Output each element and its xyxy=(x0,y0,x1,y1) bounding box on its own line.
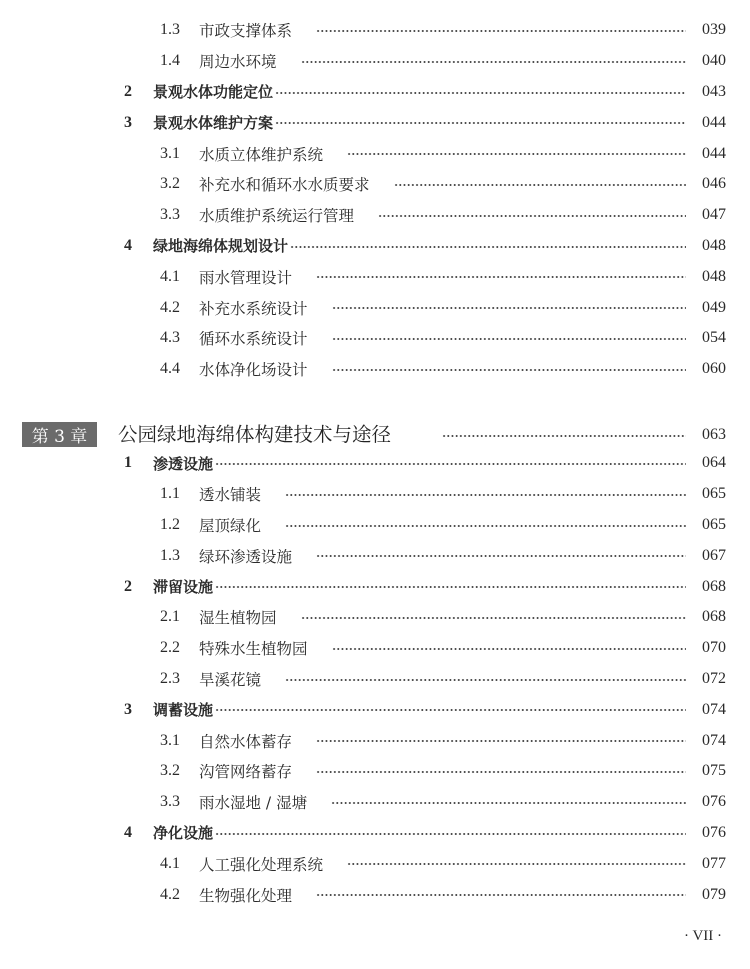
entry-number: 3.3 xyxy=(160,793,180,811)
entry-title: 循环水系统设计 xyxy=(199,330,308,349)
entry-number: 1.3 xyxy=(160,21,180,39)
entry-title: 净化设施 xyxy=(153,824,214,843)
entry-number: 1.4 xyxy=(160,52,180,70)
toc-list-continued xyxy=(0,15,750,385)
entry-page: 068 xyxy=(702,608,726,626)
entry-number: 3.2 xyxy=(160,762,180,780)
toc-entry[interactable] xyxy=(0,261,750,292)
chapter-title: 公园绿地海绵体构建技术与途径 xyxy=(118,423,392,446)
entry-number: 3.1 xyxy=(160,731,180,749)
entry-page: 065 xyxy=(702,485,726,503)
entry-number: 2 xyxy=(124,82,132,100)
entry-page: 076 xyxy=(702,823,726,841)
toc-entry[interactable] xyxy=(0,77,750,108)
toc-entry[interactable] xyxy=(0,46,750,77)
entry-page: 048 xyxy=(702,267,726,285)
entry-number: 1.3 xyxy=(160,546,180,564)
toc-entry[interactable] xyxy=(0,354,750,385)
toc-entry[interactable] xyxy=(0,479,750,510)
entry-title: 特殊水生植物园 xyxy=(199,640,308,659)
page-folio: · VII · xyxy=(684,928,723,944)
entry-number: 1.1 xyxy=(160,485,180,503)
entry-page: 067 xyxy=(702,546,726,564)
dot-leader xyxy=(215,832,686,836)
toc-entry[interactable] xyxy=(0,848,750,879)
entry-number: 4 xyxy=(124,236,132,254)
dot-leader xyxy=(275,121,686,125)
entry-title: 旱溪花镜 xyxy=(199,670,262,689)
entry-title: 自然水体蓄存 xyxy=(199,732,293,751)
entry-page: 072 xyxy=(702,669,726,687)
entry-number: 3 xyxy=(124,700,132,718)
toc-entry[interactable] xyxy=(0,448,750,479)
toc-entry[interactable] xyxy=(0,200,750,231)
dot-leader xyxy=(301,616,686,620)
toc-entry[interactable] xyxy=(0,694,750,725)
entry-title: 雨水湿地 / 湿塘 xyxy=(199,794,308,813)
toc-entry[interactable] xyxy=(0,323,750,354)
dot-leader xyxy=(394,183,686,187)
entry-title: 人工强化处理系统 xyxy=(199,855,324,874)
toc-entry[interactable] xyxy=(0,540,750,571)
entry-page: 074 xyxy=(702,731,726,749)
entry-title: 水质立体维护系统 xyxy=(199,145,324,164)
toc-entry[interactable] xyxy=(0,107,750,138)
entry-number: 4.2 xyxy=(160,885,180,903)
entry-page: 039 xyxy=(702,21,726,39)
toc-entry[interactable] xyxy=(0,231,750,262)
entry-title: 生物强化处理 xyxy=(199,886,293,905)
entry-page: 046 xyxy=(702,175,726,193)
entry-title: 滞留设施 xyxy=(153,578,214,597)
entry-page: 047 xyxy=(702,206,726,224)
entry-title: 雨水管理设计 xyxy=(199,268,293,287)
entry-page: 074 xyxy=(702,700,726,718)
toc-entry[interactable] xyxy=(0,633,750,664)
dot-leader xyxy=(316,554,686,558)
entry-number: 3.2 xyxy=(160,175,180,193)
dot-leader xyxy=(347,152,686,156)
dot-leader xyxy=(316,275,686,279)
dot-leader xyxy=(316,893,686,897)
entry-number: 4 xyxy=(124,823,132,841)
dot-leader xyxy=(378,214,686,218)
toc-entry[interactable] xyxy=(0,138,750,169)
dot-leader xyxy=(215,708,686,712)
entry-title: 透水铺装 xyxy=(199,486,262,505)
toc-entry[interactable] xyxy=(0,756,750,787)
toc-entry[interactable] xyxy=(0,725,750,756)
dot-leader xyxy=(301,60,686,64)
entry-page: 077 xyxy=(702,854,726,872)
toc-entry[interactable] xyxy=(0,292,750,323)
entry-number: 3.1 xyxy=(160,144,180,162)
dot-leader xyxy=(275,91,686,95)
entry-number: 4.3 xyxy=(160,329,180,347)
entry-page: 068 xyxy=(702,577,726,595)
entry-title: 渗透设施 xyxy=(153,454,214,473)
entry-title: 市政支撑体系 xyxy=(199,22,293,41)
dot-leader xyxy=(332,368,686,372)
entry-number: 4.4 xyxy=(160,360,180,378)
entry-page: 076 xyxy=(702,793,726,811)
entry-title: 水质维护系统运行管理 xyxy=(199,207,355,226)
entry-title: 沟管网络蓄存 xyxy=(199,763,293,782)
entry-title: 景观水体维护方案 xyxy=(153,114,274,133)
dot-leader xyxy=(316,29,686,33)
entry-title: 绿环渗透设施 xyxy=(199,547,293,566)
entry-number: 2.1 xyxy=(160,608,180,626)
entry-page: 049 xyxy=(702,298,726,316)
toc-entry[interactable] xyxy=(0,664,750,695)
dot-leader xyxy=(442,434,686,438)
dot-leader xyxy=(347,862,686,866)
entry-page: 079 xyxy=(702,885,726,903)
entry-title: 水体净化场设计 xyxy=(199,361,308,380)
dot-leader xyxy=(332,306,686,310)
dot-leader xyxy=(215,585,686,589)
entry-title: 绿地海绵体规划设计 xyxy=(153,237,289,256)
entry-page: 043 xyxy=(702,82,726,100)
entry-page: 044 xyxy=(702,113,726,131)
entry-page: 044 xyxy=(702,144,726,162)
entry-page: 040 xyxy=(702,52,726,70)
toc-entry[interactable] xyxy=(0,879,750,910)
dot-leader xyxy=(332,337,686,341)
toc-entry[interactable] xyxy=(0,787,750,818)
entry-page: 065 xyxy=(702,515,726,533)
entry-page: 054 xyxy=(702,329,726,347)
toc-list-chapter-3 xyxy=(0,448,750,910)
entry-title: 补充水系统设计 xyxy=(199,299,308,318)
entry-title: 湿生植物园 xyxy=(199,609,277,628)
entry-page: 064 xyxy=(702,454,726,472)
toc-entry[interactable] xyxy=(0,510,750,541)
entry-page: 048 xyxy=(702,236,726,254)
dot-leader xyxy=(332,647,686,651)
entry-number: 1.2 xyxy=(160,515,180,533)
entry-number: 2.2 xyxy=(160,639,180,657)
entry-number: 2 xyxy=(124,577,132,595)
entry-title: 补充水和循环水水质要求 xyxy=(199,176,370,195)
dot-leader xyxy=(290,245,686,249)
entry-number: 4.2 xyxy=(160,298,180,316)
toc-chapter-3[interactable] xyxy=(0,422,750,448)
entry-number: 2.3 xyxy=(160,669,180,687)
chapter-badge: 第 3 章 xyxy=(22,422,97,447)
entry-number: 4.1 xyxy=(160,854,180,872)
toc-entry[interactable] xyxy=(0,571,750,602)
entry-number: 3.3 xyxy=(160,206,180,224)
entry-title: 周边水环境 xyxy=(199,53,277,72)
entry-title: 调蓄设施 xyxy=(153,701,214,720)
entry-number: 3 xyxy=(124,113,132,131)
entry-page: 060 xyxy=(702,360,726,378)
entry-number: 4.1 xyxy=(160,267,180,285)
dot-leader xyxy=(285,493,686,497)
toc-entry[interactable] xyxy=(0,602,750,633)
dot-leader xyxy=(316,739,686,743)
dot-leader xyxy=(285,524,686,528)
toc-entry[interactable] xyxy=(0,818,750,849)
toc-entry[interactable] xyxy=(0,169,750,200)
chapter-page: 063 xyxy=(702,426,726,443)
dot-leader xyxy=(285,678,686,682)
dot-leader xyxy=(215,462,686,466)
entry-page: 075 xyxy=(702,762,726,780)
dot-leader xyxy=(316,770,686,774)
entry-title: 屋顶绿化 xyxy=(199,516,262,535)
entry-page: 070 xyxy=(702,639,726,657)
dot-leader xyxy=(331,801,686,805)
toc-entry[interactable] xyxy=(0,15,750,46)
entry-number: 1 xyxy=(124,454,132,472)
entry-title: 景观水体功能定位 xyxy=(153,83,274,102)
